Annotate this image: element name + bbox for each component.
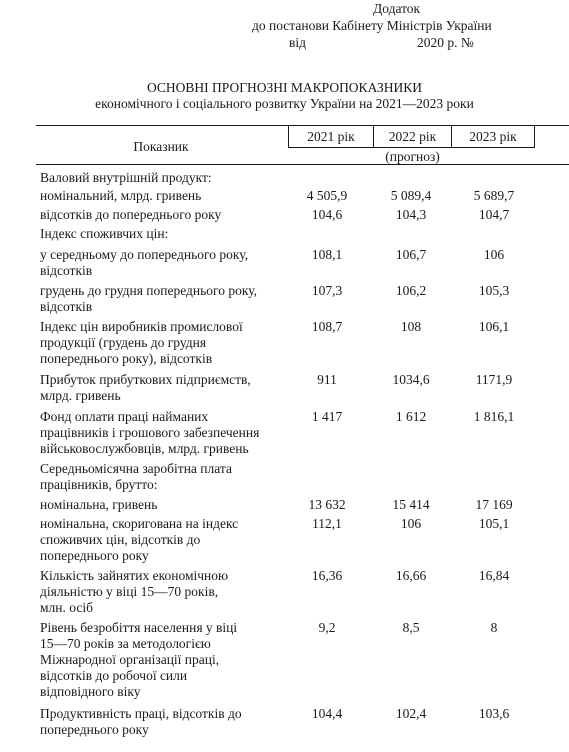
value-2023: 1171,9 (475, 372, 513, 387)
row-label: номінальна, гривень (40, 497, 158, 512)
value-2022: 16,66 (395, 568, 427, 583)
row-label: Рівень безробіття населення у віці 15—70 років за методологією Міжнародної організації праці, відсотків до робочої сили відповідного віку (40, 620, 238, 699)
forecast-note: (прогноз) (385, 149, 440, 164)
row-label: Середньомісячна заробітна плата працівників, брутто: (40, 461, 232, 492)
value-2022: 106,2 (395, 283, 427, 298)
value-2021: 104,6 (311, 207, 343, 222)
row-label: відсотків до попереднього року (40, 207, 222, 222)
value-2023: 105,3 (478, 283, 510, 298)
row-label: Фонд оплати праці найманих працівників і грошового забезпечення військовослужбовців, млрд. гривень (40, 409, 260, 456)
row-label: Індекс цін виробників промислової продукції (грудень до грудня попереднього року), відсотків (40, 319, 243, 366)
value-2023: 8 (490, 620, 498, 635)
row-label: Прибуток прибуткових підприємств, млрд. гривень (40, 372, 251, 403)
value-2022: 1 612 (395, 409, 427, 424)
value-2021: 108,1 (311, 247, 343, 262)
value-2022: 1034,6 (392, 372, 430, 387)
row-label: номінальна, скоригована на індекс споживчих цін, відсотків до попереднього року (40, 516, 239, 563)
row-label: Продуктивність праці, відсотків до попереднього року (40, 706, 242, 737)
value-2022: 108 (400, 319, 422, 334)
year-label-2022: 2022 рік (388, 129, 437, 144)
value-2021: 1 417 (311, 409, 343, 424)
value-2021: 104,4 (311, 706, 343, 721)
value-2022: 104,3 (395, 207, 427, 222)
value-2023: 5 689,7 (473, 188, 515, 203)
value-2021: 108,7 (311, 319, 343, 334)
value-2023: 106,1 (478, 319, 510, 334)
row-label: у середньому до попереднього року, відсотків (40, 247, 248, 278)
value-2023: 104,7 (478, 207, 510, 222)
value-2021: 112,1 (312, 516, 342, 531)
annex-date-prefix: від (289, 35, 306, 50)
year-label-2023: 2023 рік (469, 129, 517, 144)
value-2021: 911 (317, 372, 337, 387)
value-2022: 106,7 (395, 247, 427, 262)
annex-resolution: до постанови Кабінету Міністрів України (252, 18, 492, 33)
row-label: Валовий внутрішній продукт: (40, 170, 212, 185)
annex-title: Додаток (373, 1, 421, 16)
value-2023: 16,84 (478, 568, 510, 583)
value-2023: 103,6 (478, 706, 510, 721)
value-2023: 17 169 (475, 497, 513, 512)
row-label: грудень до грудня попереднього року, відсотків (40, 283, 258, 314)
value-2021: 4 505,9 (306, 188, 348, 203)
value-2021: 107,3 (311, 283, 343, 298)
value-2023: 105,1 (478, 516, 510, 531)
value-2022: 15 414 (392, 497, 430, 512)
value-2021: 9,2 (318, 620, 336, 635)
value-2022: 102,4 (395, 706, 427, 721)
document-title: ОСНОВНІ ПРОГНОЗНІ МАКРОПОКАЗНИКИ (146, 80, 422, 95)
annex-date-year: 2020 р. № (417, 35, 474, 50)
row-label: номінальний, млрд. гривень (40, 188, 202, 203)
row-label: Кількість зайнятих економічною діяльністю у віці 15—70 років, млн. осіб (40, 568, 229, 615)
header-bottom-rule (36, 164, 569, 165)
document-subtitle: економічного і соціального розвитку України на 2021—2023 роки (95, 96, 474, 111)
value-2022: 8,5 (402, 620, 420, 635)
year-label-2021: 2021 рік (307, 129, 355, 144)
value-2023: 1 816,1 (473, 409, 515, 424)
header-indicator: Показник (133, 139, 189, 154)
value-2023: 106 (483, 247, 505, 262)
row-label: Індекс споживчих цін: (40, 226, 169, 241)
value-2021: 13 632 (308, 497, 346, 512)
value-2022: 5 089,4 (390, 188, 432, 203)
value-2022: 106 (400, 516, 422, 531)
value-2021: 16,36 (311, 568, 343, 583)
